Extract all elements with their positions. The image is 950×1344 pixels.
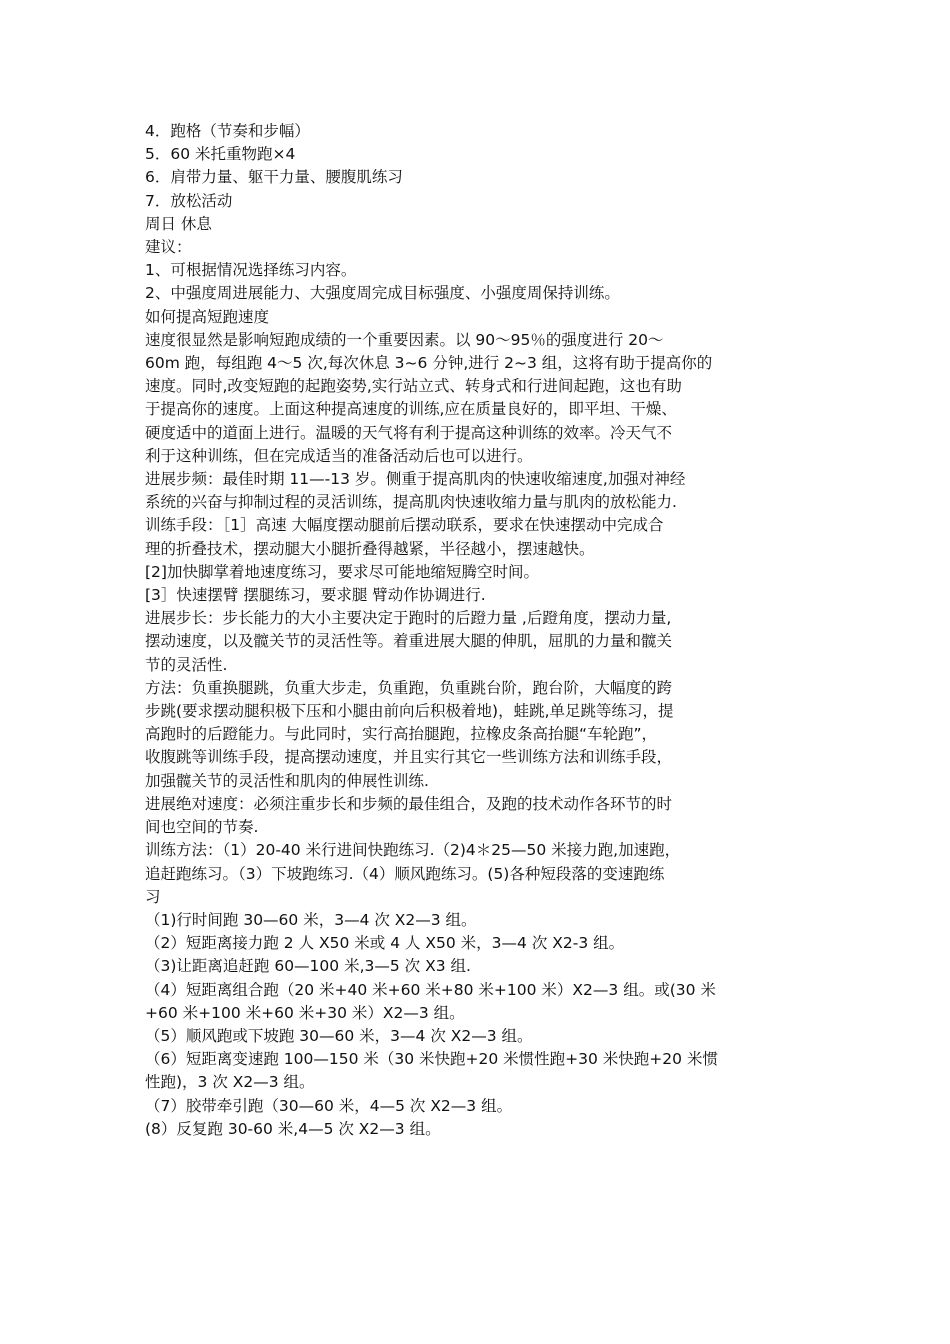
text-line: 硬度适中的道面上进行。温暖的天气将有利于提高这种训练的效率。冷天气不 (145, 423, 673, 442)
text-line: （2）短距离接力跑 2 人 X50 米或 4 人 X50 米，3—4 次 X2-3 组。 (145, 934, 625, 953)
text-line: 速度很显然是影响短跑成绩的一个重要因素。以 90～95％的强度进行 20～ (145, 330, 664, 349)
text-line: 5．60 米托重物跑×4 (145, 145, 296, 164)
text-line: 训练方法：（1）20-40 米行进间快跑练习.（2)4＊25—50 米接力跑,加速跑， (145, 841, 681, 860)
text-line: 节的灵活性. (145, 655, 228, 674)
text-line: 性跑)，3 次 X2—3 组。 (145, 1073, 315, 1092)
text-line: 60m 跑，每组跑 4～5 次,每次休息 3~6 分钟,进行 2~3 组，这将有助于提高你的 (145, 354, 713, 373)
text-line: （1)行时间跑 30—60 米，3—4 次 X2—3 组。 (145, 910, 477, 929)
text-line: 如何提高短跑速度 (145, 307, 270, 326)
text-line: 进展步长：步长能力的大小主要决定于跑时的后蹬力量 ,后蹬角度，摆动力量, (145, 609, 672, 628)
text-line: 步跳(要求摆动腿积极下压和小腿由前向后积极着地)，蛙跳,单足跳等练习，提 (145, 702, 674, 721)
text-line: （5）顺风跑或下坡跑 30—60 米，3—4 次 X2—3 组。 (145, 1026, 533, 1045)
text-line: 方法：负重换腿跳，负重大步走，负重跑，负重跳台阶，跑台阶，大幅度的跨 (145, 678, 673, 697)
text-line: 系统的兴奋与抑制过程的灵活训练，提高肌肉快速收缩力量与肌肉的放松能力. (145, 493, 677, 512)
text-line: 4．跑格（节奏和步幅） (145, 122, 310, 140)
text-line: [2]加快脚掌着地速度练习，要求尽可能地缩短腾空时间。 (145, 562, 539, 581)
text-line: 1、可根据情况选择练习内容。 (145, 261, 357, 280)
text-line: （7）胶带牵引跑（30—60 米，4—5 次 X2—3 组。 (145, 1096, 513, 1115)
text-line: 习 (145, 887, 161, 906)
text-line: 训练手段：［1］高速 大幅度摆动腿前后摆动联系，要求在快速摆动中完成合 (145, 516, 664, 535)
text-line: 追赶跑练习。（3）下坡跑练习.（4）顺风跑练习。(5)各种短段落的变速跑练 (145, 864, 665, 883)
text-line: 进展步频：最佳时期 11—-13 岁。侧重于提高肌肉的快速收缩速度,加强对神经 (145, 470, 686, 489)
text-line: 高跑时的后蹬能力。与此同时，实行高抬腿跑，拉橡皮条高抬腿“车轮跑”， (145, 725, 658, 744)
text-line: +60 米+100 米+60 米+30 米）X2—3 组。 (145, 1003, 465, 1022)
text-line: 建议： (145, 238, 192, 257)
text-line: （6）短距离变速跑 100—150 米（30 米快跑+20 米惯性跑+30 米快跑+20 米惯 (145, 1050, 718, 1069)
document-body (145, 120, 815, 1141)
text-line: [3］快速摆臂 摆腿练习，要求腿 臂动作协调进行. (145, 586, 486, 605)
text-line: 加强髋关节的灵活性和肌肉的伸展性训练. (145, 771, 429, 790)
text-line: （3)让距离追赶跑 60—100 米,3—5 次 X3 组. (145, 957, 471, 976)
text-line: 速度。同时,改变短跑的起跑姿势,实行站立式、转身式和行进间起跑，这也有助 (145, 377, 682, 396)
text-line: 摆动速度，以及髋关节的灵活性等。着重进展大腿的伸肌，屈肌的力量和髋关 (145, 632, 673, 651)
text-line: 6．肩带力量、躯干力量、腰腹肌练习 (145, 168, 403, 187)
text-line: （4）短距离组合跑（20 米+40 米+60 米+80 米+100 米）X2—3 组。或(30 米 (145, 980, 716, 999)
text-line: 周日 休息 (145, 214, 212, 233)
text-line: 利于这种训练，但在完成适当的准备活动后也可以进行。 (145, 446, 533, 465)
text-line: 收腹跳等训练手段，提高摆动速度，并且实行其它一些训练方法和训练手段， (145, 748, 673, 767)
text-line: 间也空间的节奏. (145, 818, 259, 837)
text-line: 2、中强度周进展能力、大强度周完成目标强度、小强度周保持训练。 (145, 284, 620, 303)
text-line: 7．放松活动 (145, 191, 233, 210)
text-line: (8）反复跑 30-60 米,4—5 次 X2—3 组。 (145, 1119, 441, 1138)
text-line: 理的折叠技术，摆动腿大小腿折叠得越紧，半径越小，摆速越快。 (145, 539, 595, 558)
text-line: 进展绝对速度：必须注重步长和步频的最佳组合，及跑的技术动作各环节的时 (145, 794, 673, 813)
text-line: 于提高你的速度。上面这种提高速度的训练,应在质量良好的，即平坦、干燥、 (145, 400, 677, 419)
